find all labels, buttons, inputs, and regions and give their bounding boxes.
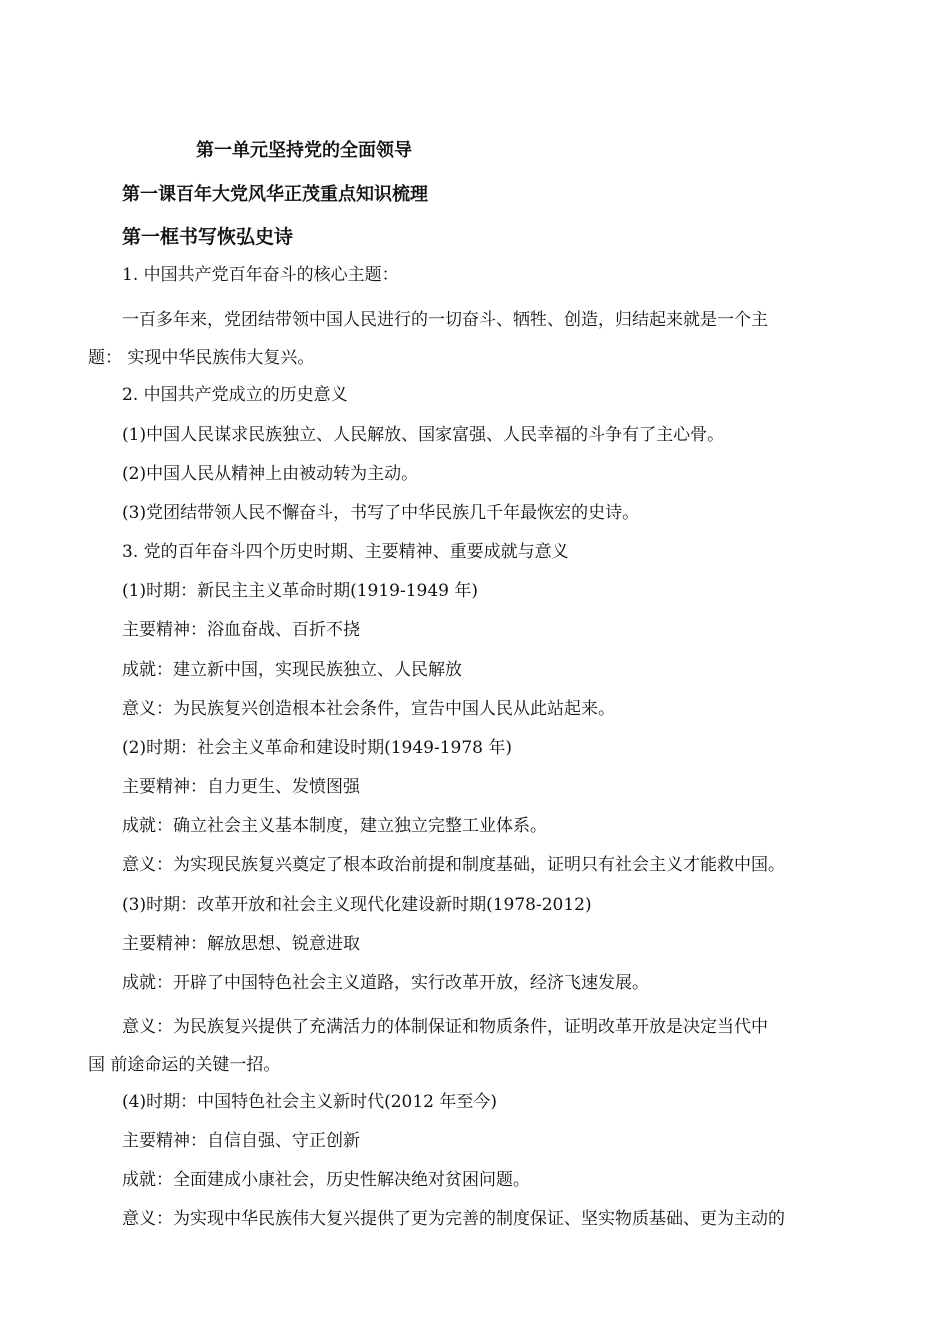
list-item: (3)时期：改革开放和社会主义现代化建设新时期(1978-2012) — [122, 895, 592, 915]
list-item: (1)时期：新民主主义革命时期(1919-1949 年) — [122, 581, 479, 601]
unit-title: 第一单元坚持党的全面领导 — [196, 140, 412, 161]
item-1-heading: 1. 中国共产党百年奋斗的核心主题： — [122, 265, 399, 285]
list-item: (4)时期：中国特色社会主义新时代(2012 年至今) — [122, 1092, 498, 1112]
list-item: 成就：开辟了中国特色社会主义道路，实行改革开放，经济飞速发展。 — [122, 973, 649, 993]
list-item: (1)中国人民谋求民族独立、人民解放、国家富强、人民幸福的斗争有了主心骨。 — [122, 425, 725, 445]
paragraph-line: 意义：为民族复兴提供了充满活力的体制保证和物质条件，证明改革开放是决定当代中 — [122, 1017, 768, 1037]
item-3-heading: 3. 党的百年奋斗四个历史时期、主要精神、重要成就与意义 — [122, 542, 569, 562]
list-item: 意义：为实现民族复兴奠定了根本政治前提和制度基础，证明只有社会主义才能救中国。 — [122, 855, 785, 875]
list-item: 主要精神：自力更生、发愤图强 — [122, 777, 360, 797]
list-item: 主要精神：解放思想、锐意进取 — [122, 934, 360, 954]
list-item: 成就：建立新中国，实现民族独立、人民解放 — [122, 660, 462, 680]
list-item: 成就：确立社会主义基本制度，建立独立完整工业体系。 — [122, 816, 547, 836]
list-item: 意义：为民族复兴创造根本社会条件，宣告中国人民从此站起来。 — [122, 699, 615, 719]
list-item: 主要精神：浴血奋战、百折不挠 — [122, 620, 360, 640]
list-item: (2)中国人民从精神上由被动转为主动。 — [122, 464, 419, 484]
paragraph-line: 国 前途命运的关键一招。 — [88, 1055, 281, 1075]
paragraph-line: 一百多年来，党团结带领中国人民进行的一切奋斗、牺牲、创造，归结起来就是一个主 — [122, 310, 768, 330]
paragraph-line: 意义：为实现中华民族伟大复兴提供了更为完善的制度保证、坚实物质基础、更为主动的 — [122, 1209, 785, 1229]
list-item: 成就：全面建成小康社会，历史性解决绝对贫困问题。 — [122, 1170, 530, 1190]
frame-title: 第一框书写恢弘史诗 — [122, 226, 294, 248]
list-item: (3)党团结带领人民不懈奋斗，书写了中华民族几千年最恢宏的史诗。 — [122, 503, 640, 523]
lesson-title: 第一课百年大党风华正茂重点知识梳理 — [122, 184, 428, 205]
item-2-heading: 2. 中国共产党成立的历史意义 — [122, 385, 348, 405]
list-item: (2)时期：社会主义革命和建设时期(1949-1978 年) — [122, 738, 513, 758]
paragraph-line: 题： 实现中华民族伟大复兴。 — [88, 348, 315, 368]
list-item: 主要精神：自信自强、守正创新 — [122, 1131, 360, 1151]
